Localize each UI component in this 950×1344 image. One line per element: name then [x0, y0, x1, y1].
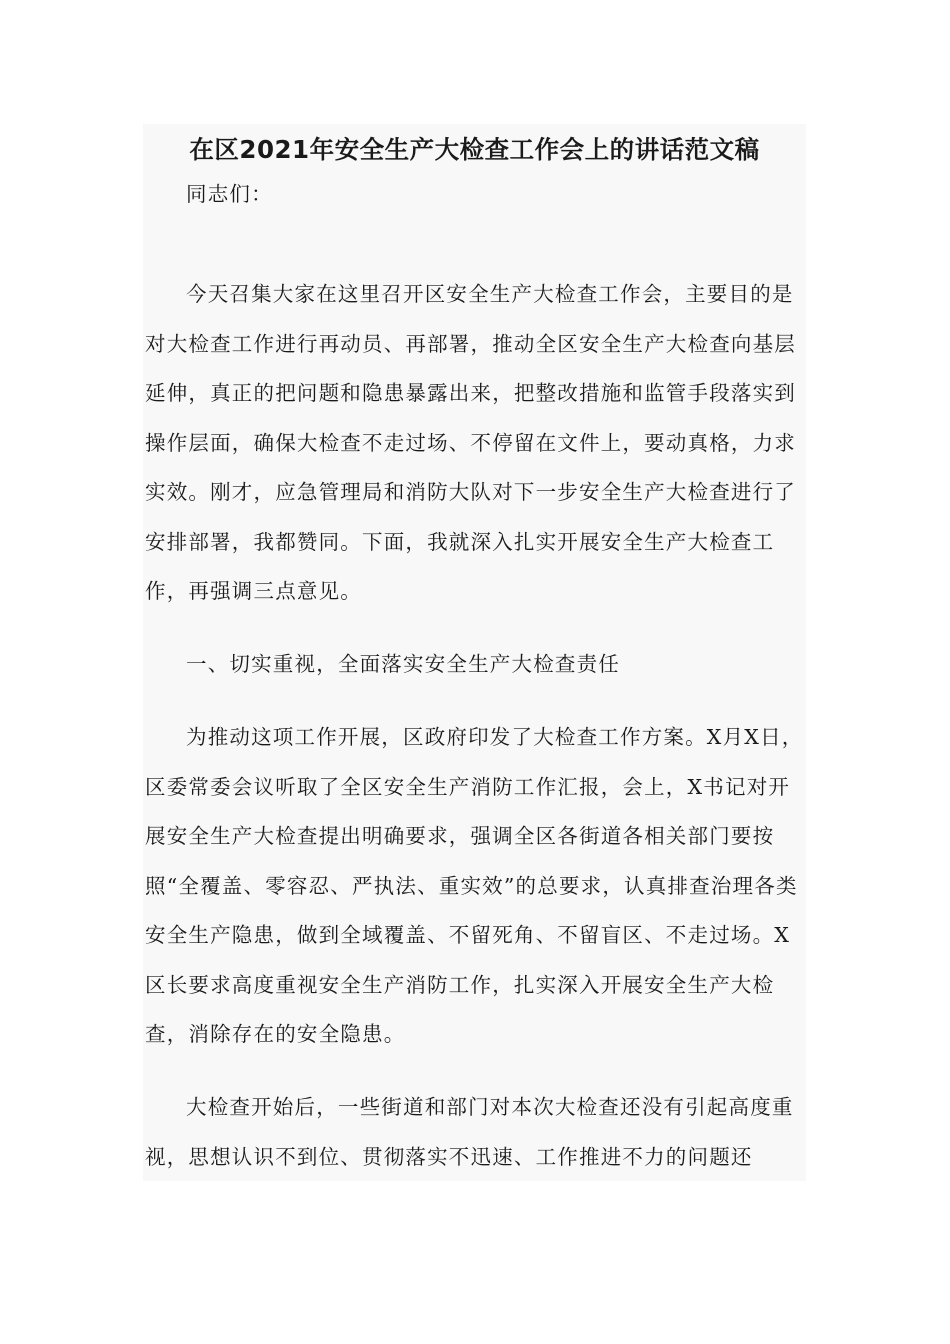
salutation: 同志们： — [186, 182, 273, 206]
document-title: 在区2021年安全生产大检查工作会上的讲话范文稿 — [189, 135, 760, 164]
section-heading-1: 一、切实重视，全面落实安全生产大检查责任 — [186, 652, 620, 676]
paragraph-opening: 今天召集大家在这里召开区安全生产大检查工作会，主要目的是对大检查工作进行再动员、再部署，推动全区安全生产大检查向基层延伸，真正的把问题和隐患暴露出来，把整改措施和监管手段落实到操作层面，确保大检查不走过场、不停留在文件上，要动真格，力求实效。刚才，应急管理局和消防大队对下一步安全生产大检查进行了安排部署，我都赞同。下面，我就深入扎实开展安全生产大检查工作，再强调三点意见。 — [145, 282, 796, 603]
paragraph-problems: 大检查开始后，一些街道和部门对本次大检查还没有引起高度重视，思想认识不到位、贯彻落实不迅速、工作推进不力的问题还 — [145, 1095, 794, 1169]
paragraph-work-plan: 为推动这项工作开展，区政府印发了大检查工作方案。X月X日，区委常委会议听取了全区安全生产消防工作汇报，会上，X书记对开展安全生产大检查提出明确要求，强调全区各街道各相关部门要按照“全覆盖、零容忍、严执法、重实效”的总要求，认真排查治理各类安全生产隐患，做到全域覆盖、不留死角、不留盲区、不走过场。X区长要求高度重视安全生产消防工作，扎实深入开展安全生产大检查，消除存在的安全隐患。 — [145, 725, 804, 1046]
